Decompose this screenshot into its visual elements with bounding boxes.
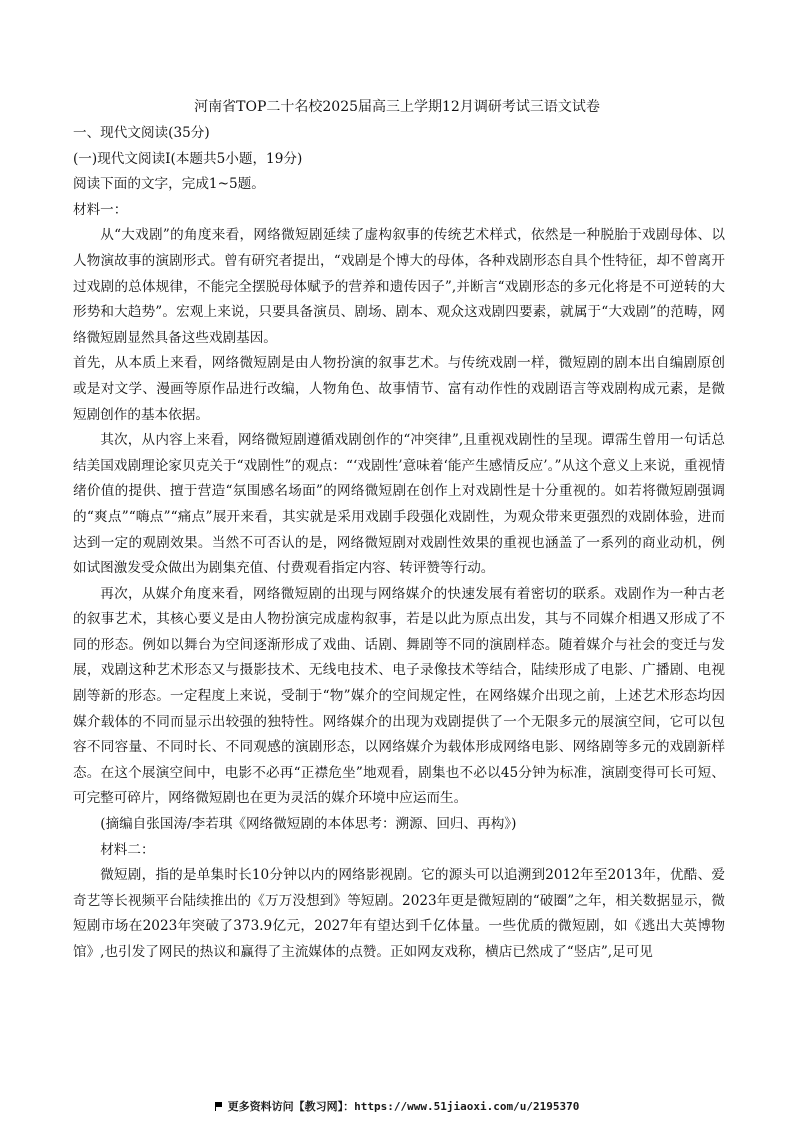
paragraph: 从“大戏剧”的角度来看，网络微短剧延续了虚构叙事的传统艺术样式，依然是一种脱胎于戏剧母体、以人物演故事的演剧形式。曾有研究者提出，“戏剧是个博大的母体，各种戏剧形态自具个性特征，却不曾离开过戏剧的总体规律，不能完全摆脱母体赋予的营养和遗传因子”,并断言“戏剧形态的多元化将是不可逆转的大形势和大趋势”。宏观上来说，只要具备演员、剧场、剧本、观众这戏剧四要素，就属于“大戏剧”的范畴，网络微短剧显然具备这些戏剧基因。 <box>73 227 725 346</box>
footer-link[interactable] <box>0 1098 794 1114</box>
exam-title: 河南省TOP二十名校2025届高三上学期12月调研考试三语文试卷 <box>194 99 600 115</box>
reading-instruction: 阅读下面的文字，完成1~5题。 <box>73 176 265 193</box>
paragraph: 微短剧，指的是单集时长10分钟以内的网络影视剧。它的源头可以追溯到2012年至2013年，优酷、爱奇艺等长视频平台陆续推出的《万万没想到》等短剧。2023年更是微短剧的“破圈”之年，相关数据显示，微短剧市场在2023年突破了373.9亿元，2027年有望达到千亿体量。一些优质的微短剧，如《逃出大英博物馆》,也引发了网民的热议和赢得了主流媒体的点赞。正如网友戏称，横店已然成了“竖店”,足可见 <box>73 867 725 960</box>
paragraph: 其次，从内容上来看，网络微短剧遵循戏剧创作的“冲突律”,且重视戏剧性的呈现。谭霈生曾用一句话总结美国戏剧理论家贝克关于“戏剧性”的观点：“‘戏剧性’意味着‘能产生感情反应’。”从这个意义上来说，重视情绪价值的提供、擅于营造“氛围感名场面”的网络微短剧在创作上对戏剧性是十分重视的。如若将微短剧强调的“爽点”“嗨点”“痛点”展开来看，其实就是采用戏剧手段强化戏剧性，为观众带来更强烈的戏剧体验，进而达到一定的观剧效果。当然不可否认的是，网络微短剧对戏剧性效果的重视也涵盖了一系列的商业动机，例如试图激发受众做出为剧集充值、付费观看指定内容、转评赞等行动。 <box>73 432 725 577</box>
material-one-label: 材料一： <box>73 201 128 218</box>
subsection-heading: (一)现代文阅读I(本题共5小题，19分) <box>73 150 303 167</box>
source-citation: (摘编自张国涛/李若琪《网络微短剧的本体思考：溯源、回归、再构》) <box>100 816 517 833</box>
paragraph: 再次，从媒介角度来看，网络微短剧的出现与网络媒介的快速发展有着密切的联系。戏剧作为一种古老的叙事艺术，其核心要义是由人物扮演完成虚构叙事，若是以此为原点出发，其与不同媒介相遇又形成了不同的形态。例如以舞台为空间逐渐形成了戏曲、话剧、舞剧等不同的演剧样态。随着媒介与社会的变迁与发展，戏剧这种艺术形态又与摄影技术、无线电技术、电子录像技术等结合，陆续形成了电影、广播剧、电视剧等新的形态。一定程度上来说，受制于“物”媒介的空间规定性，在网络媒介出现之前，上述艺术形态均因媒介载体的不同而显示出较强的独特性。网络媒介的出现为戏剧提供了一个无限多元的展演空间，它可以包容不同容量、不同时长、不同观感的演剧形态，以网络媒介为载体形成网络电影、网络剧等多元的戏剧新样态。在这个展演空间中，电影不必再“正襟危坐”地观看，剧集也不必以45分钟为标准，演剧变得可长可短、可完整可碎片，网络微短剧也在更为灵活的媒介环境中应运而生。 <box>73 585 725 807</box>
paragraph: 首先，从本质上来看，网络微短剧是由人物扮演的叙事艺术。与传统戏剧一样，微短剧的剧本出自编剧原创或是对文学、漫画等原作品进行改编，人物角色、故事情节、富有动作性的戏剧语言等戏剧构成元素，是微短剧创作的基本依据。 <box>73 355 725 423</box>
document-body <box>73 121 725 966</box>
section-heading: 一、现代文阅读(35分) <box>73 125 210 141</box>
flag-icon <box>215 1102 223 1111</box>
footer-text: 更多资料访问【教习网】：https://www.51jiaoxi.com/u/2195370 <box>227 1100 580 1113</box>
material-two-label: 材料二： <box>100 841 155 858</box>
